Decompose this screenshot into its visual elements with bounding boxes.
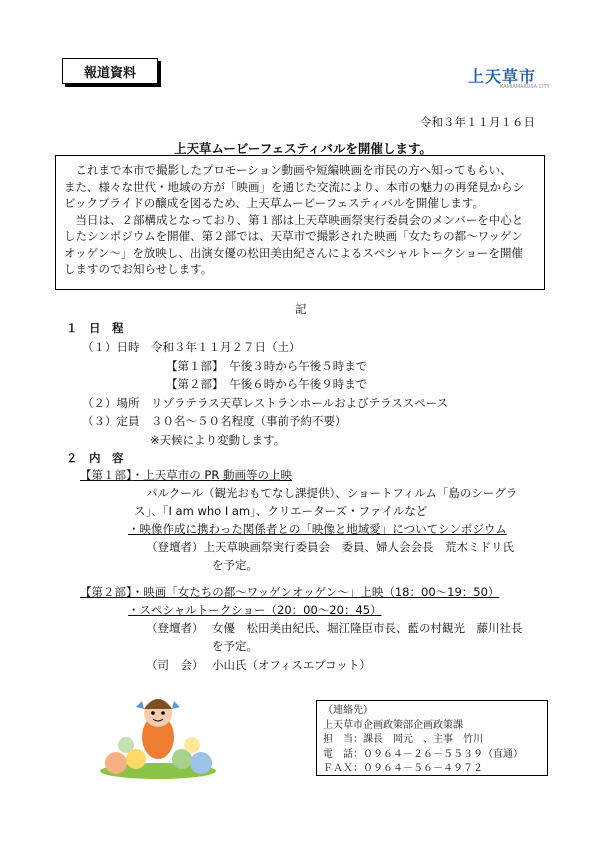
mascot-illustration — [96, 685, 221, 780]
part1-planned: を予定。 — [212, 558, 258, 572]
part1-line: パルクール（観光おもてなし課提供）、ショートフィルム「島のシーグラ — [146, 486, 518, 500]
intro-line: また、様々な世代・地域の方が「映画」を通じた交流により、本市の魅力の再発見からシ — [64, 179, 524, 194]
part1-symposium: ・映像作成に携わった関係者との「映像と地域愛」についてシンポジウム — [128, 522, 507, 536]
part1-line: ス」、「I am who I am」、クリエーターズ・ファイルなど — [134, 504, 428, 518]
contact-fax: ＦＡＸ：０９６４－５６－４９７２ — [323, 763, 483, 774]
press-release-label: 報道資料 — [83, 65, 136, 81]
part2-label: 【第２部】 — [80, 585, 132, 599]
part2-talk: ・スペシャルトークショー（20：00～20：45） — [128, 603, 382, 617]
section-schedule-heading: １ 日 程 — [66, 321, 124, 335]
city-logo-subtitle: KAMIAMAKUSA CITY — [500, 84, 550, 90]
mc-name: 小山氏（オフィスエプコット） — [212, 658, 371, 672]
content-part2 — [80, 584, 499, 600]
part2-speakers-label: （登壇者） — [146, 621, 204, 635]
part2-planned: を予定。 — [212, 639, 258, 653]
section-content-heading: ２ 内 容 — [66, 451, 124, 465]
schedule-date: （１）日時 令和３年１１月２７日（土） — [82, 340, 301, 354]
intro-line: オッゲン～」を放映し、出演女優の松田美由紀さんによるスペシャルトークショーを開催 — [64, 245, 523, 260]
contact-tel: 電 話：０９６４－２６－５５３９（直通） — [323, 748, 523, 760]
schedule-part1: 【第１部】 午後３時から午後５時まで — [166, 359, 368, 373]
press-release-tag — [62, 58, 158, 84]
mc-label: （司 会） — [146, 658, 204, 672]
part1-speakers: （登壇者）上天草映画祭実行委員会 委員、婦人会会長 荒木ミドリ氏 — [146, 540, 514, 554]
intro-line: したシンポジウムを開催、第２部では、天草市で撮影された映画「女たちの都～ワッゲン — [64, 229, 523, 243]
contact-staff: 担 当：課長 岡元 、主事 竹川 — [323, 734, 483, 745]
city-logo-text: 上天草市 — [468, 67, 537, 86]
schedule-part2: 【第２部】 午後６時から午後９時まで — [166, 377, 368, 391]
part1-label: 【第１部】 — [80, 468, 132, 482]
intro-line: しますのでお知らせします。 — [64, 262, 213, 276]
intro-line: これまで本市で撮影したプロモーション動画や短編映画を市民の方へ知ってもらい、 — [64, 163, 512, 177]
intro-box — [55, 155, 545, 290]
document-date: 令和３年１１月１６日 — [420, 115, 535, 129]
part2-speakers: 女優 松田美由紀氏、堀江隆臣市長、藍の村観光 藤川社長 — [212, 621, 523, 635]
document-title: 上天草ムービーフェスティバルを開催します。 — [174, 141, 432, 156]
schedule-place: （２）場所 リゾラテラス天草レストランホールおよびテラススペース — [82, 396, 449, 410]
contact-department: 上天草市企画政策部企画政策課 — [323, 719, 463, 731]
schedule-capacity: （３）定員 ３０名～５０名程度（事前予約不要） — [82, 414, 347, 428]
content-part1 — [80, 467, 292, 483]
schedule-note: ※天候により変動します。 — [150, 433, 286, 447]
part2-title: ・映画「女たちの都～ワッゲンオッゲン～」上映（18：00～19：50） — [131, 585, 500, 599]
ki-mark: 記 — [295, 302, 307, 316]
contact-label: （連絡先） — [323, 705, 373, 716]
contact-box — [316, 700, 548, 776]
intro-line: ビックプライドの醸成を図るため、上天草ムービーフェスティバルを開催します。 — [64, 196, 484, 210]
intro-line: 当日は、２部構成となっており、第１部は上天草映画祭実行委員会のメンバーを中心と — [64, 212, 524, 227]
part1-title: ・上天草市の PR 動画等の上映 — [131, 468, 292, 482]
